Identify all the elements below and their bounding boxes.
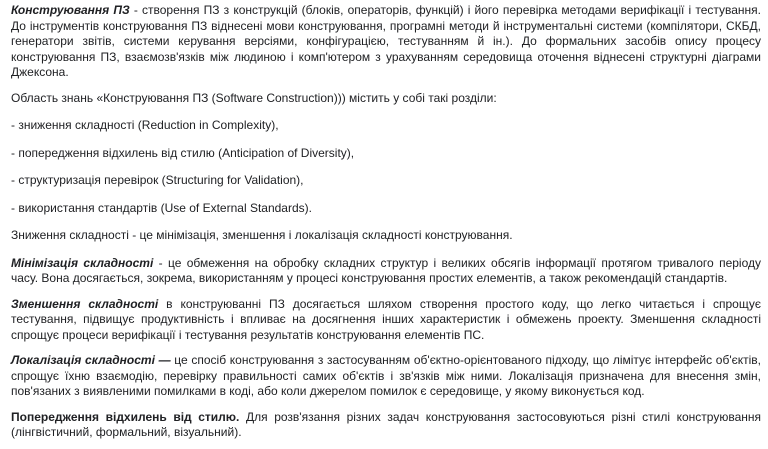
term-complexity-localization: Локалізація складності — [11,353,171,367]
list-item: - зниження складності (Reduction in Complexity), [11,118,279,132]
paragraph-complexity-decrease [11,297,761,344]
term-software-construction: Конструювання ПЗ [11,3,130,17]
list-item: - використання стандартів (Use of External Standards). [11,200,312,215]
paragraph-style-deviation [11,410,761,441]
definition-style-deviation: Для розв'язання різних задач конструювання застосовуються різні стилі конструювання (лінгвістичний, формальний, візуальний). [11,409,762,439]
paragraph-software-construction [11,3,761,81]
term-complexity-decrease: Зменшення складності [11,296,159,311]
definition-complexity-decrease: в конструюванні ПЗ досягається шляхом створення простого коду, що легко читається і спрощує тестування, підвищує продуктивність і впливає на досягнення інших характеристик і обмежень проекту. Зменшення складності спрощує процеси верифікації і тестування результатів конструювання елементів ПС. [11,296,761,342]
list-item: - попередження відхилень від стилю (Anticipation of Diversity), [11,145,355,160]
list-item: - структуризація перевірок (Structuring for Validation), [11,173,304,187]
term-style-deviation: Попередження відхилень від стилю. [11,409,240,424]
paragraph-complexity-minimization [11,256,761,287]
paragraph-knowledge-area: Область знань «Конструювання ПЗ (Software Construction))) містить у собі такі розділи: [11,90,497,105]
term-complexity-minimization: Мінімізація складності [11,255,154,270]
definition-complexity-localization: це спосіб конструювання з застосуванням об'єктно-орієнтованого підходу, що лімітує інтерфейс об'єктів, спрощує їхню взаємодію, перевірку правильності самих об'єктів і зв'язків між ними. Локалізація призначена для внесення змін, пов'язаних з виявленими помилками в коді, або коли джерелом помилок є середовище, у якому виконується код. [11,353,762,398]
definition-software-construction: - створення ПЗ з конструкцій (блоків, операторів, функцій) і його перевірка методами верифікації і тестування. До інструментів конструювання ПЗ віднесені мови конструювання, програмні методи й інструментальні системи (компілятори, СКБД, генератори звітів, системи керування версіями, конфігурацією, тестуванням й ін.). До формальних засобів опису процесу конструювання ПЗ, взаємозв'язків між людиною і комп'ютером з урахуванням середовища оточення віднесені структурні діаграми Джексона. [11,3,761,79]
definition-complexity-minimization: - це обмеження на обробку складних структур і великих обсягів інформації протягом тривалого періоду часу. Вона досягається, зокрема, використанням у процесі конструювання простих елементів, а також рекомендацій стандартів. [11,255,761,285]
document-body [11,3,761,449]
paragraph-complexity-reduction: Зниження складності - це мінімізація, зменшення і локалізація складності конструювання. [11,228,513,242]
paragraph-complexity-localization [11,353,761,400]
